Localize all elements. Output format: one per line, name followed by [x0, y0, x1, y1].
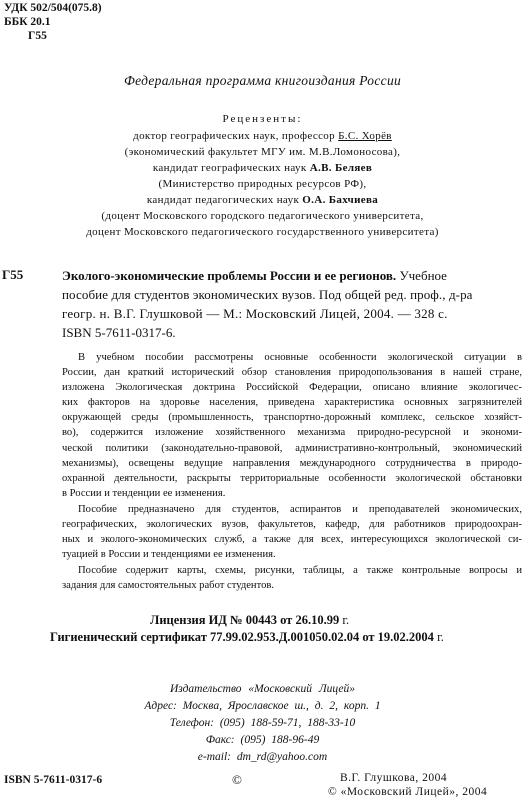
abstract-line: механизмы), освещены ведущие направления международного сотрудничества в природо- — [62, 457, 522, 469]
abstract-paragraph-2 — [62, 502, 522, 562]
abstract-line: В учебном пособии рассмотрены основные особенности экологической ситуации в — [78, 352, 522, 363]
reviewer-2-name: А.В. Беляев — [309, 162, 373, 174]
abstract-paragraph-1 — [62, 350, 522, 501]
bib-line-2: пособие для студентов экономических вузов. Под общей ред. проф., д-ра — [62, 287, 473, 302]
abstract-line: окружающей среды (промышленность, транспортно-дорожный комплекс, сельское хозяйст- — [62, 412, 522, 424]
federal-program-title: Федеральная программа книгоиздания России — [123, 73, 402, 88]
reviewer-1-name: Б.С. Хорёв — [338, 130, 392, 142]
bib-isbn: ISBN 5-7611-0317-6. — [62, 325, 176, 340]
certificate-suffix: г. — [433, 630, 444, 644]
publisher-phone: Телефон: (095) 188-59-71, 188-33-10 — [169, 717, 356, 729]
abstract-line: в России и тенденции ее изменения. — [62, 487, 226, 499]
abstract-line: охранной деятельности, раскрыты территориальные особенности экологической обстановки — [62, 472, 522, 484]
abstract-line: России, дан краткий исторический обзор становления природопользования в нашей стране, — [62, 367, 522, 379]
email-label: e-mail: — [197, 751, 237, 763]
abstract-paragraph-3 — [62, 563, 522, 593]
book-title: Эколого-экономические проблемы России и ее регионов. — [62, 268, 397, 283]
abstract-line: изложена Экологическая доктрина Российской Федерации, описано влияние экологичес- — [62, 382, 522, 394]
license-line — [150, 612, 349, 629]
reviewer-1 — [0, 128, 525, 144]
abstract-line: ных и эколого-экономических служб, а также для всех, интересующихся экологической си- — [62, 534, 522, 546]
abstract-line: географических, экологических вузов, факультетов, кафедр, для работников природоохран- — [62, 519, 522, 531]
bib-line-1-rest: Учебное — [396, 268, 447, 283]
reviewer-3-affiliation-1: (доцент Московского городского педагогического университета, — [101, 210, 424, 222]
reviewer-3-degree: кандидат педагогических наук — [146, 194, 303, 206]
publisher-copyright: © «Московский Лицей», 2004 — [328, 786, 488, 798]
publisher-address: Адрес: Москва, Ярославское ш., д. 2, корп. 1 — [144, 700, 381, 712]
hygiene-certificate-line — [50, 629, 444, 646]
author-copyright: В.Г. Глушкова, 2004 — [340, 772, 448, 784]
publisher-name: Издательство «Московский Лицей» — [169, 683, 356, 695]
copyright-icon: © — [232, 772, 242, 787]
reviewer-1-degree: доктор географических наук, профессор — [133, 130, 339, 142]
hygiene-certificate-number: Гигиенический сертификат 77.99.02.953.Д.001050.02.04 от 19.02.2004 — [50, 630, 434, 644]
publisher-email: dm_rd@yahoo.com — [236, 751, 328, 763]
author-mark: Г55 — [28, 30, 47, 42]
reviewer-2-degree: кандидат географических наук — [152, 162, 310, 174]
abstract-line: во), содержится изложение хозяйственного механизма природно-ресурсной и экономи- — [62, 427, 522, 439]
abstract-line: ческой политики (законодательно-правовой, административно-контрольный, экономический — [62, 442, 522, 454]
udk-code: УДК 502/504(075.8) — [4, 2, 102, 14]
publisher-fax: Факс: (095) 188-96-49 — [205, 734, 320, 746]
reviewer-1-affiliation: (экономический факультет МГУ им. М.В.Ломоносова), — [124, 146, 401, 158]
bbk-code: ББК 20.1 — [4, 16, 51, 28]
abstract-line: Пособие содержит карты, схемы, рисунки, таблицы, а также контрольные вопросы и — [78, 565, 522, 576]
reviewers-heading: Рецензенты: — [222, 113, 303, 125]
license-suffix: г. — [339, 613, 350, 627]
footer-isbn: ISBN 5-7611-0317-6 — [4, 774, 103, 786]
license-number: Лицензия ИД № 00443 от 26.10.99 — [150, 613, 340, 627]
bib-code: Г55 — [2, 267, 24, 282]
bib-line-1 — [62, 266, 447, 285]
abstract-line: ких факторов на здоровье населения, приведена характеристика основных загрязнителей — [62, 397, 522, 409]
reviewer-3-name: О.А. Бахчиева — [302, 194, 379, 206]
bib-line-3: геогр. н. В.Г. Глушковой — М.: Московский Лицей, 2004. — 328 с. — [62, 306, 448, 321]
abstract-line: задания для самостоятельных работ студентов. — [62, 580, 275, 592]
publisher-email-line — [0, 749, 525, 766]
reviewer-2 — [0, 160, 525, 176]
reviewer-3 — [0, 192, 525, 208]
abstract-line: Пособие предназначено для студентов, аспирантов и преподавателей экономических, — [78, 504, 522, 515]
reviewer-3-affiliation-2: доцент Московского педагогического государственного университета) — [86, 226, 439, 238]
reviewer-2-affiliation: (Министерство природных ресурсов РФ), — [158, 178, 367, 190]
abstract-line: туацией в России и тенденциями ее изменения. — [62, 549, 276, 561]
